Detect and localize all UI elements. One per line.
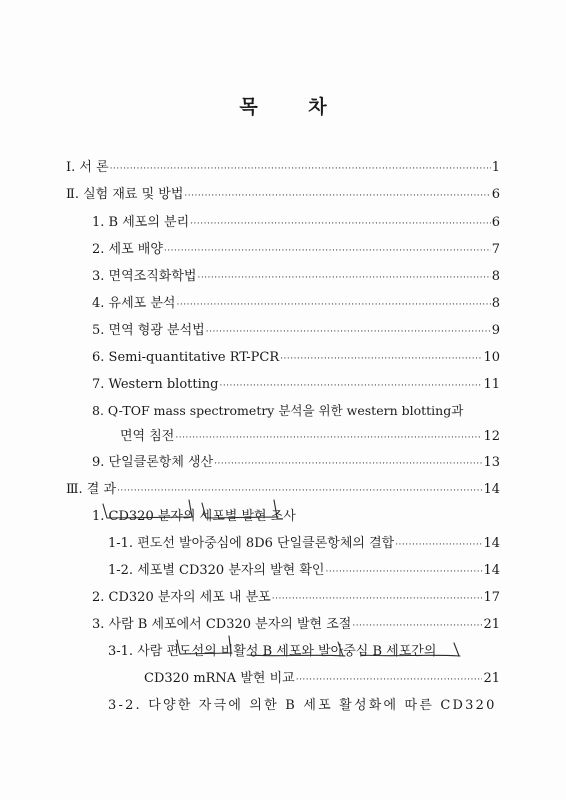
entry-label: 2. CD320 분자의 세포 내 분포	[92, 590, 271, 605]
toc-entry	[108, 533, 500, 555]
entry-page: 8	[491, 296, 500, 311]
entry-label: 8. Q-TOF mass spectrometry 분석을 위한 western blotting과	[92, 403, 464, 418]
dot-leader	[280, 348, 482, 370]
entry-label: 면역 침전	[120, 429, 175, 444]
toc-entry	[66, 157, 500, 179]
entry-page: 10	[483, 350, 500, 365]
dot-leader	[206, 321, 491, 343]
entry-page: 9	[491, 323, 500, 338]
dot-leader	[219, 375, 482, 397]
dot-leader	[184, 185, 490, 207]
toc-entry	[66, 479, 500, 501]
entry-label: 2. 세포 배양	[92, 242, 163, 257]
toc-entry	[92, 506, 500, 528]
entry-page: 8	[491, 269, 500, 284]
dot-leader	[164, 240, 491, 262]
entry-page: 6	[491, 187, 500, 202]
dot-leader	[272, 588, 483, 610]
toc-entry	[92, 614, 500, 636]
toc-entry	[92, 347, 500, 369]
toc-entry	[92, 320, 500, 342]
entry-label: 1. CD320 분자의 세포별 발현 조사	[92, 509, 296, 524]
toc-entry	[92, 239, 500, 261]
entry-label: 6. Semi-quantitative RT-PCR	[92, 350, 280, 365]
entry-label: 1-2. 세포별 CD320 분자의 발현 확인	[108, 563, 325, 578]
entry-page: 21	[483, 617, 500, 632]
entry-page: 7	[491, 242, 500, 257]
toc-entry	[92, 212, 500, 234]
toc-entry	[92, 374, 500, 396]
toc-entry	[120, 426, 500, 448]
entry-page: 14	[483, 563, 500, 578]
entry-page: 13	[483, 455, 500, 470]
entry-page: 14	[483, 482, 500, 497]
entry-label: Ⅲ. 결 과	[66, 482, 117, 497]
entry-label: 3. 사람 B 세포에서 CD320 분자의 발현 조절	[92, 617, 352, 632]
toc-entry	[92, 452, 500, 474]
entry-label: 1-1. 편도선 발아중심에 8D6 단일클론항체의 결합	[108, 536, 395, 551]
entry-label: 3. 면역조직화학법	[92, 269, 197, 284]
dot-leader	[296, 669, 483, 691]
entry-page: 21	[483, 671, 500, 686]
dot-leader	[175, 427, 482, 449]
entry-page: 14	[483, 536, 500, 551]
dot-leader	[197, 267, 490, 289]
dot-leader	[117, 480, 482, 502]
toc-entry	[92, 266, 500, 288]
toc-entry	[66, 184, 500, 206]
entry-label: Ⅰ. 서 론	[66, 160, 109, 175]
dot-leader	[326, 561, 483, 583]
toc-entry	[144, 668, 500, 690]
page-title: 목 차	[239, 96, 349, 118]
toc-entry	[92, 400, 500, 422]
dot-leader	[190, 213, 491, 235]
entry-page: 12	[483, 429, 500, 444]
entry-label: 7. Western blotting	[92, 377, 219, 392]
entry-label: 5. 면역 형광 분석법	[92, 323, 205, 338]
entry-label: CD320 mRNA 발현 비교	[144, 671, 295, 686]
entry-label: 3-2. 다양한 자극에 의한 B 세포 활성화에 따른 CD320	[108, 698, 497, 713]
entry-page: 6	[491, 215, 500, 230]
toc-entry	[108, 641, 500, 663]
dot-leader	[214, 453, 482, 475]
toc-entry	[108, 560, 500, 582]
toc-entry	[92, 293, 500, 315]
dot-leader	[395, 534, 482, 556]
toc-entry	[92, 587, 500, 609]
entry-label: 4. 유세포 분석	[92, 296, 176, 311]
toc-entry	[108, 695, 500, 717]
dot-leader	[352, 615, 482, 637]
entry-page: 11	[483, 377, 500, 392]
entry-label: Ⅱ. 실험 재료 및 방법	[66, 187, 184, 202]
entry-label: 3-1. 사람 편도선의 비활성 B 세포와 발아중심 B 세포간의	[108, 644, 437, 659]
entry-page: 1	[491, 160, 500, 175]
dot-leader	[176, 294, 490, 316]
entry-page: 17	[483, 590, 500, 605]
entry-label: 9. 단일클론항체 생산	[92, 455, 214, 470]
dot-leader	[110, 158, 491, 180]
entry-label: 1. B 세포의 분리	[92, 215, 190, 230]
